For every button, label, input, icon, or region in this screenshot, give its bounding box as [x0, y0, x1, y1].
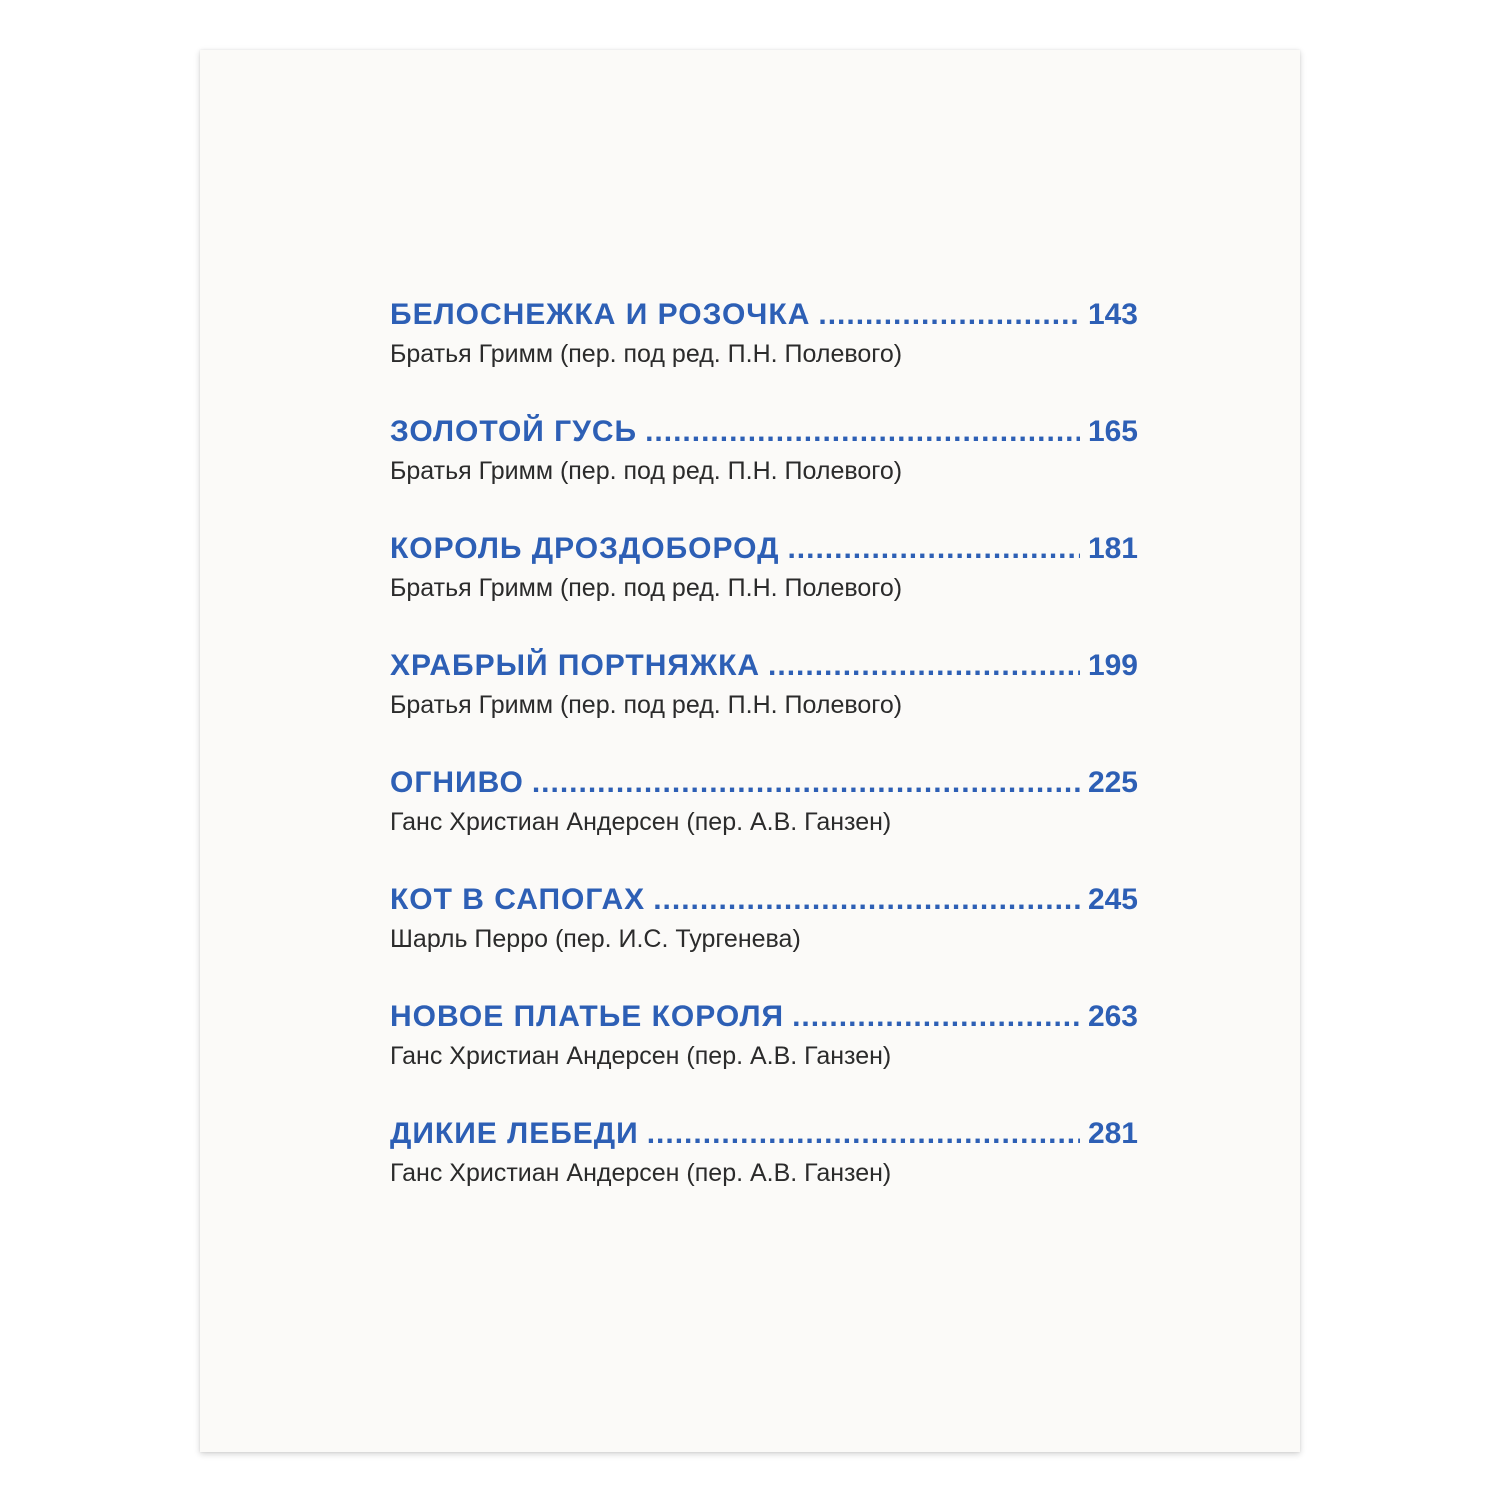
toc-author: Шарль Перро (пер. И.С. Тургенева): [390, 925, 801, 953]
toc-title-row[interactable]: [390, 879, 1138, 921]
toc-page-number: 143: [1087, 298, 1138, 331]
book-page: [200, 50, 1300, 1452]
table-of-contents: [390, 294, 1138, 1230]
toc-author: Ганс Христиан Андерсен (пер. А.В. Ганзен): [390, 1042, 892, 1070]
toc-author: Братья Гримм (пер. под ред. П.Н. Полевого): [390, 457, 903, 485]
dot-leader: [818, 294, 1080, 336]
toc-title-row[interactable]: [390, 762, 1138, 804]
toc-title-row[interactable]: [390, 1113, 1138, 1155]
toc-entry: [390, 411, 1138, 528]
dot-leader: [647, 1113, 1080, 1155]
toc-title: КОТ В САПОГАХ: [390, 883, 646, 916]
toc-page-number: 181: [1087, 532, 1138, 565]
toc-author: Братья Гримм (пер. под ред. П.Н. Полевого): [390, 340, 903, 368]
toc-title: ХРАБРЫЙ ПОРТНЯЖКА: [390, 649, 761, 682]
toc-entry: [390, 294, 1138, 411]
toc-title-row[interactable]: [390, 411, 1138, 453]
dot-leader: [532, 762, 1080, 804]
toc-entry: [390, 1113, 1138, 1230]
toc-author: Братья Гримм (пер. под ред. П.Н. Полевого): [390, 691, 903, 719]
toc-entry: [390, 762, 1138, 879]
dot-leader: [653, 879, 1080, 921]
toc-title-row[interactable]: [390, 996, 1138, 1038]
toc-page-number: 281: [1087, 1117, 1138, 1150]
toc-page-number: 263: [1087, 1000, 1138, 1033]
toc-entry: [390, 528, 1138, 645]
toc-page-number: 165: [1087, 415, 1138, 448]
toc-page-number: 225: [1087, 766, 1138, 799]
toc-page-number: 199: [1087, 649, 1138, 682]
toc-title-row[interactable]: [390, 645, 1138, 687]
toc-title-row[interactable]: [390, 294, 1138, 336]
toc-page-number: 245: [1087, 883, 1138, 916]
toc-author: Братья Гримм (пер. под ред. П.Н. Полевого): [390, 574, 903, 602]
dot-leader: [645, 411, 1080, 453]
toc-title: КОРОЛЬ ДРОЗДОБОРОД: [390, 532, 780, 565]
toc-author: Ганс Христиан Андерсен (пер. А.В. Ганзен): [390, 1159, 892, 1187]
toc-title: НОВОЕ ПЛАТЬЕ КОРОЛЯ: [390, 1000, 785, 1033]
toc-entry: [390, 645, 1138, 762]
toc-entry: [390, 996, 1138, 1113]
toc-title: ОГНИВО: [390, 766, 524, 799]
toc-title: БЕЛОСНЕЖКА И РОЗОЧКА: [390, 298, 811, 331]
toc-entry: [390, 879, 1138, 996]
toc-title: ДИКИЕ ЛЕБЕДИ: [390, 1117, 639, 1150]
toc-author: Ганс Христиан Андерсен (пер. А.В. Ганзен): [390, 808, 892, 836]
dot-leader: [792, 996, 1080, 1038]
toc-title-row[interactable]: [390, 528, 1138, 570]
dot-leader: [768, 645, 1080, 687]
toc-title: ЗОЛОТОЙ ГУСЬ: [390, 415, 638, 448]
dot-leader: [787, 528, 1079, 570]
